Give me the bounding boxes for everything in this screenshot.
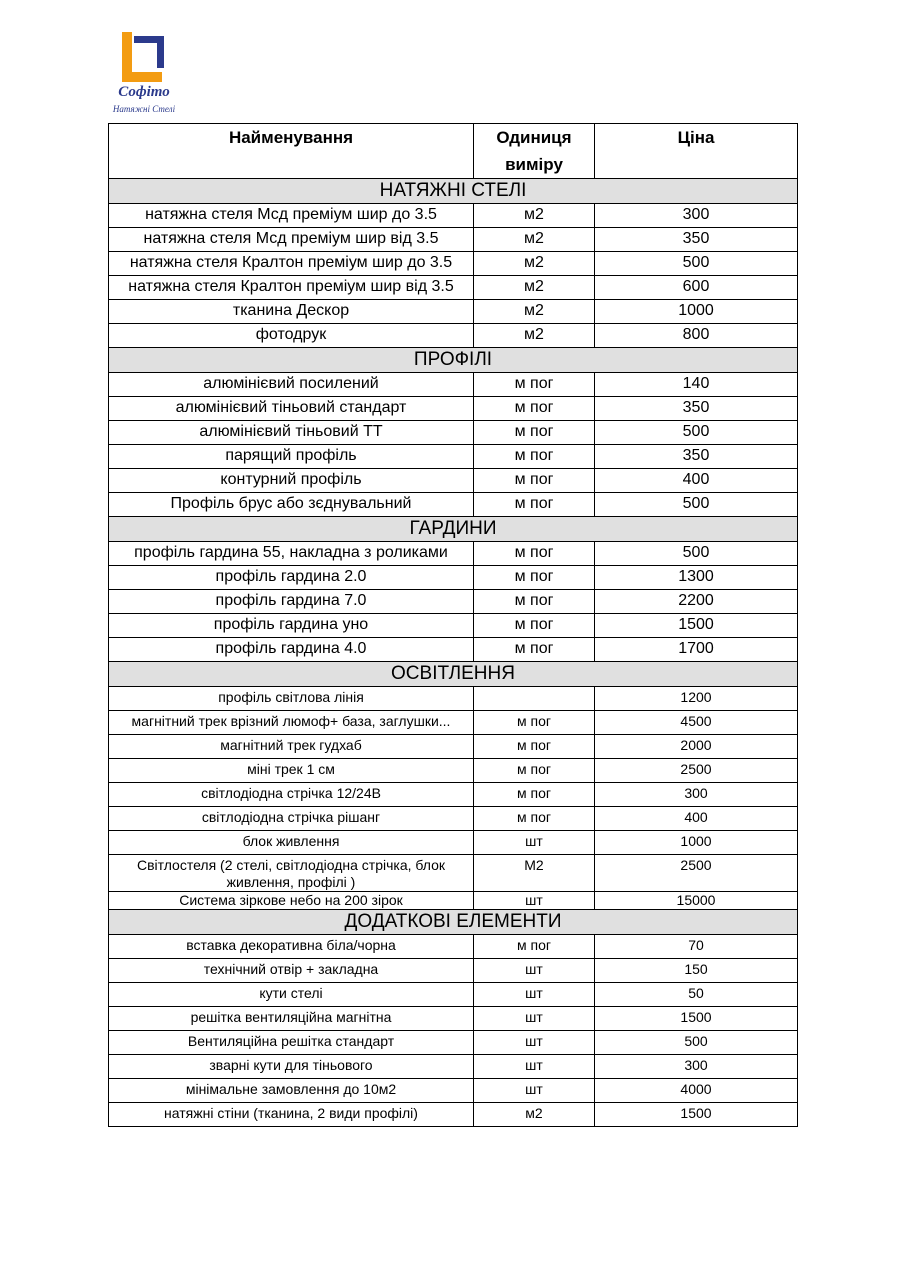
cell-unit bbox=[474, 687, 595, 711]
cell-unit: шт bbox=[474, 892, 595, 910]
section-header-row bbox=[109, 517, 798, 542]
cell-price: 800 bbox=[595, 324, 798, 348]
cell-name: профіль гардина 2.0 bbox=[109, 566, 474, 590]
cell-name: натяжна стеля Кралтон преміум шир від 3.5 bbox=[109, 276, 474, 300]
table-row bbox=[109, 783, 798, 807]
cell-price: 1000 bbox=[595, 300, 798, 324]
cell-unit: м пог bbox=[474, 735, 595, 759]
table-row bbox=[109, 711, 798, 735]
cell-name: вставка декоративна біла/чорна bbox=[109, 935, 474, 959]
cell-name: тканина Дескор bbox=[109, 300, 474, 324]
section-header-row bbox=[109, 179, 798, 204]
table-row bbox=[109, 421, 798, 445]
cell-name: кути стелі bbox=[109, 983, 474, 1007]
cell-unit: шт bbox=[474, 1079, 595, 1103]
table-row bbox=[109, 204, 798, 228]
cell-unit: шт bbox=[474, 983, 595, 1007]
cell-name: Світлостеля (2 стелі, світлодіодна стрічка, блок живлення, профілі ) bbox=[109, 855, 474, 892]
cell-unit: м пог bbox=[474, 759, 595, 783]
cell-unit: м2 bbox=[474, 324, 595, 348]
cell-name: профіль гардина 7.0 bbox=[109, 590, 474, 614]
cell-name: зварні кути для тіньового bbox=[109, 1055, 474, 1079]
section-header-row bbox=[109, 662, 798, 687]
cell-price: 2000 bbox=[595, 735, 798, 759]
cell-price: 2200 bbox=[595, 590, 798, 614]
cell-unit: м пог bbox=[474, 397, 595, 421]
cell-price: 500 bbox=[595, 493, 798, 517]
cell-unit: м пог bbox=[474, 493, 595, 517]
cell-unit: шт bbox=[474, 1007, 595, 1031]
header-name: Найменування bbox=[109, 124, 474, 179]
cell-price: 15000 bbox=[595, 892, 798, 910]
cell-unit: м2 bbox=[474, 252, 595, 276]
cell-price: 300 bbox=[595, 1055, 798, 1079]
section-header-row bbox=[109, 348, 798, 373]
cell-price: 150 bbox=[595, 959, 798, 983]
cell-price: 500 bbox=[595, 252, 798, 276]
cell-unit: м2 bbox=[474, 300, 595, 324]
cell-name: фотодрук bbox=[109, 324, 474, 348]
cell-unit: м пог bbox=[474, 783, 595, 807]
cell-unit: м2 bbox=[474, 228, 595, 252]
cell-name: світлодіодна стрічка 12/24В bbox=[109, 783, 474, 807]
cell-price: 400 bbox=[595, 469, 798, 493]
cell-price: 500 bbox=[595, 542, 798, 566]
cell-unit: м пог bbox=[474, 421, 595, 445]
logo-brand-name: Софіто bbox=[118, 84, 170, 100]
table-row bbox=[109, 590, 798, 614]
cell-price: 300 bbox=[595, 204, 798, 228]
cell-name: профіль гардина уно bbox=[109, 614, 474, 638]
cell-price: 1200 bbox=[595, 687, 798, 711]
table-row bbox=[109, 445, 798, 469]
section-title: ПРОФІЛІ bbox=[109, 348, 798, 373]
table-row bbox=[109, 959, 798, 983]
cell-name: контурний профіль bbox=[109, 469, 474, 493]
cell-unit: м2 bbox=[474, 276, 595, 300]
table-row bbox=[109, 983, 798, 1007]
cell-unit: м2 bbox=[474, 1103, 595, 1127]
cell-price: 1500 bbox=[595, 1007, 798, 1031]
cell-price: 350 bbox=[595, 397, 798, 421]
table-row bbox=[109, 469, 798, 493]
cell-price: 600 bbox=[595, 276, 798, 300]
cell-price: 140 bbox=[595, 373, 798, 397]
cell-unit: м пог bbox=[474, 469, 595, 493]
price-table-body bbox=[109, 179, 798, 1127]
cell-price: 4000 bbox=[595, 1079, 798, 1103]
cell-name: натяжна стеля Мсд преміум шир від 3.5 bbox=[109, 228, 474, 252]
table-row bbox=[109, 1055, 798, 1079]
cell-name: технічний отвір + закладна bbox=[109, 959, 474, 983]
cell-name: Вентиляційна решітка стандарт bbox=[109, 1031, 474, 1055]
cell-name: блок живлення bbox=[109, 831, 474, 855]
cell-name: профіль гардина 55, накладна з роликами bbox=[109, 542, 474, 566]
section-title: ГАРДИНИ bbox=[109, 517, 798, 542]
table-row bbox=[109, 831, 798, 855]
cell-name: натяжні стіни (тканина, 2 види профілі) bbox=[109, 1103, 474, 1127]
cell-name: магнітний трек гудхаб bbox=[109, 735, 474, 759]
table-row bbox=[109, 1079, 798, 1103]
cell-name: Профіль брус або зєднувальний bbox=[109, 493, 474, 517]
cell-price: 1500 bbox=[595, 614, 798, 638]
table-row bbox=[109, 614, 798, 638]
table-row bbox=[109, 1031, 798, 1055]
cell-name: решітка вентиляційна магнітна bbox=[109, 1007, 474, 1031]
cell-name: алюмінієвий посилений bbox=[109, 373, 474, 397]
cell-name: міні трек 1 см bbox=[109, 759, 474, 783]
table-row bbox=[109, 935, 798, 959]
section-title: ОСВІТЛЕННЯ bbox=[109, 662, 798, 687]
cell-price: 70 bbox=[595, 935, 798, 959]
cell-unit: шт bbox=[474, 831, 595, 855]
cell-name: натяжна стеля Кралтон преміум шир до 3.5 bbox=[109, 252, 474, 276]
section-title: НАТЯЖНІ СТЕЛІ bbox=[109, 179, 798, 204]
table-row bbox=[109, 1103, 798, 1127]
cell-name: алюмінієвий тіньовий ТТ bbox=[109, 421, 474, 445]
header-price: Ціна bbox=[595, 124, 798, 179]
cell-price: 300 bbox=[595, 783, 798, 807]
cell-price: 350 bbox=[595, 228, 798, 252]
cell-name: магнітний трек врізний люмоф+ база, заглушки... bbox=[109, 711, 474, 735]
price-table bbox=[108, 123, 798, 1127]
cell-name: профіль гардина 4.0 bbox=[109, 638, 474, 662]
table-row bbox=[109, 276, 798, 300]
cell-price: 1500 bbox=[595, 1103, 798, 1127]
cell-unit: м пог bbox=[474, 542, 595, 566]
cell-price: 1300 bbox=[595, 566, 798, 590]
table-row bbox=[109, 228, 798, 252]
cell-unit: м пог bbox=[474, 445, 595, 469]
cell-price: 350 bbox=[595, 445, 798, 469]
cell-name: мінімальне замовлення до 10м2 bbox=[109, 1079, 474, 1103]
cell-unit: м пог bbox=[474, 935, 595, 959]
table-row bbox=[109, 493, 798, 517]
cell-unit: м пог bbox=[474, 373, 595, 397]
table-row bbox=[109, 687, 798, 711]
table-row bbox=[109, 542, 798, 566]
cell-price: 2500 bbox=[595, 855, 798, 892]
table-row bbox=[109, 300, 798, 324]
cell-unit: м пог bbox=[474, 614, 595, 638]
table-row bbox=[109, 397, 798, 421]
cell-name: профіль світлова лінія bbox=[109, 687, 474, 711]
cell-unit: шт bbox=[474, 959, 595, 983]
logo-tagline: Натяжні Стелі bbox=[112, 104, 176, 114]
cell-unit: м пог bbox=[474, 711, 595, 735]
table-row bbox=[109, 855, 798, 892]
table-row bbox=[109, 759, 798, 783]
logo-mark-icon bbox=[120, 30, 166, 84]
cell-unit: шт bbox=[474, 1055, 595, 1079]
cell-unit: м пог bbox=[474, 590, 595, 614]
cell-price: 500 bbox=[595, 421, 798, 445]
table-row bbox=[109, 892, 798, 910]
cell-name: парящий профіль bbox=[109, 445, 474, 469]
cell-unit: м2 bbox=[474, 204, 595, 228]
table-row bbox=[109, 1007, 798, 1031]
company-logo bbox=[108, 30, 180, 120]
table-row bbox=[109, 324, 798, 348]
cell-price: 500 bbox=[595, 1031, 798, 1055]
cell-name: алюмінієвий тіньовий стандарт bbox=[109, 397, 474, 421]
cell-unit: м пог bbox=[474, 807, 595, 831]
section-header-row bbox=[109, 910, 798, 935]
cell-name: Система зіркове небо на 200 зірок bbox=[109, 892, 474, 910]
cell-unit: м пог bbox=[474, 638, 595, 662]
cell-unit: шт bbox=[474, 1031, 595, 1055]
table-row bbox=[109, 638, 798, 662]
cell-unit: м пог bbox=[474, 566, 595, 590]
cell-name: натяжна стеля Мсд преміум шир до 3.5 bbox=[109, 204, 474, 228]
cell-price: 4500 bbox=[595, 711, 798, 735]
cell-price: 2500 bbox=[595, 759, 798, 783]
table-row bbox=[109, 373, 798, 397]
cell-unit: М2 bbox=[474, 855, 595, 892]
cell-price: 50 bbox=[595, 983, 798, 1007]
cell-name: світлодіодна стрічка рішанг bbox=[109, 807, 474, 831]
cell-price: 1700 bbox=[595, 638, 798, 662]
table-row bbox=[109, 252, 798, 276]
table-header-row bbox=[109, 124, 798, 179]
section-title: ДОДАТКОВІ ЕЛЕМЕНТИ bbox=[109, 910, 798, 935]
table-row bbox=[109, 807, 798, 831]
table-row bbox=[109, 735, 798, 759]
cell-price: 1000 bbox=[595, 831, 798, 855]
cell-price: 400 bbox=[595, 807, 798, 831]
header-unit: Одиниця виміру bbox=[474, 124, 595, 179]
table-row bbox=[109, 566, 798, 590]
